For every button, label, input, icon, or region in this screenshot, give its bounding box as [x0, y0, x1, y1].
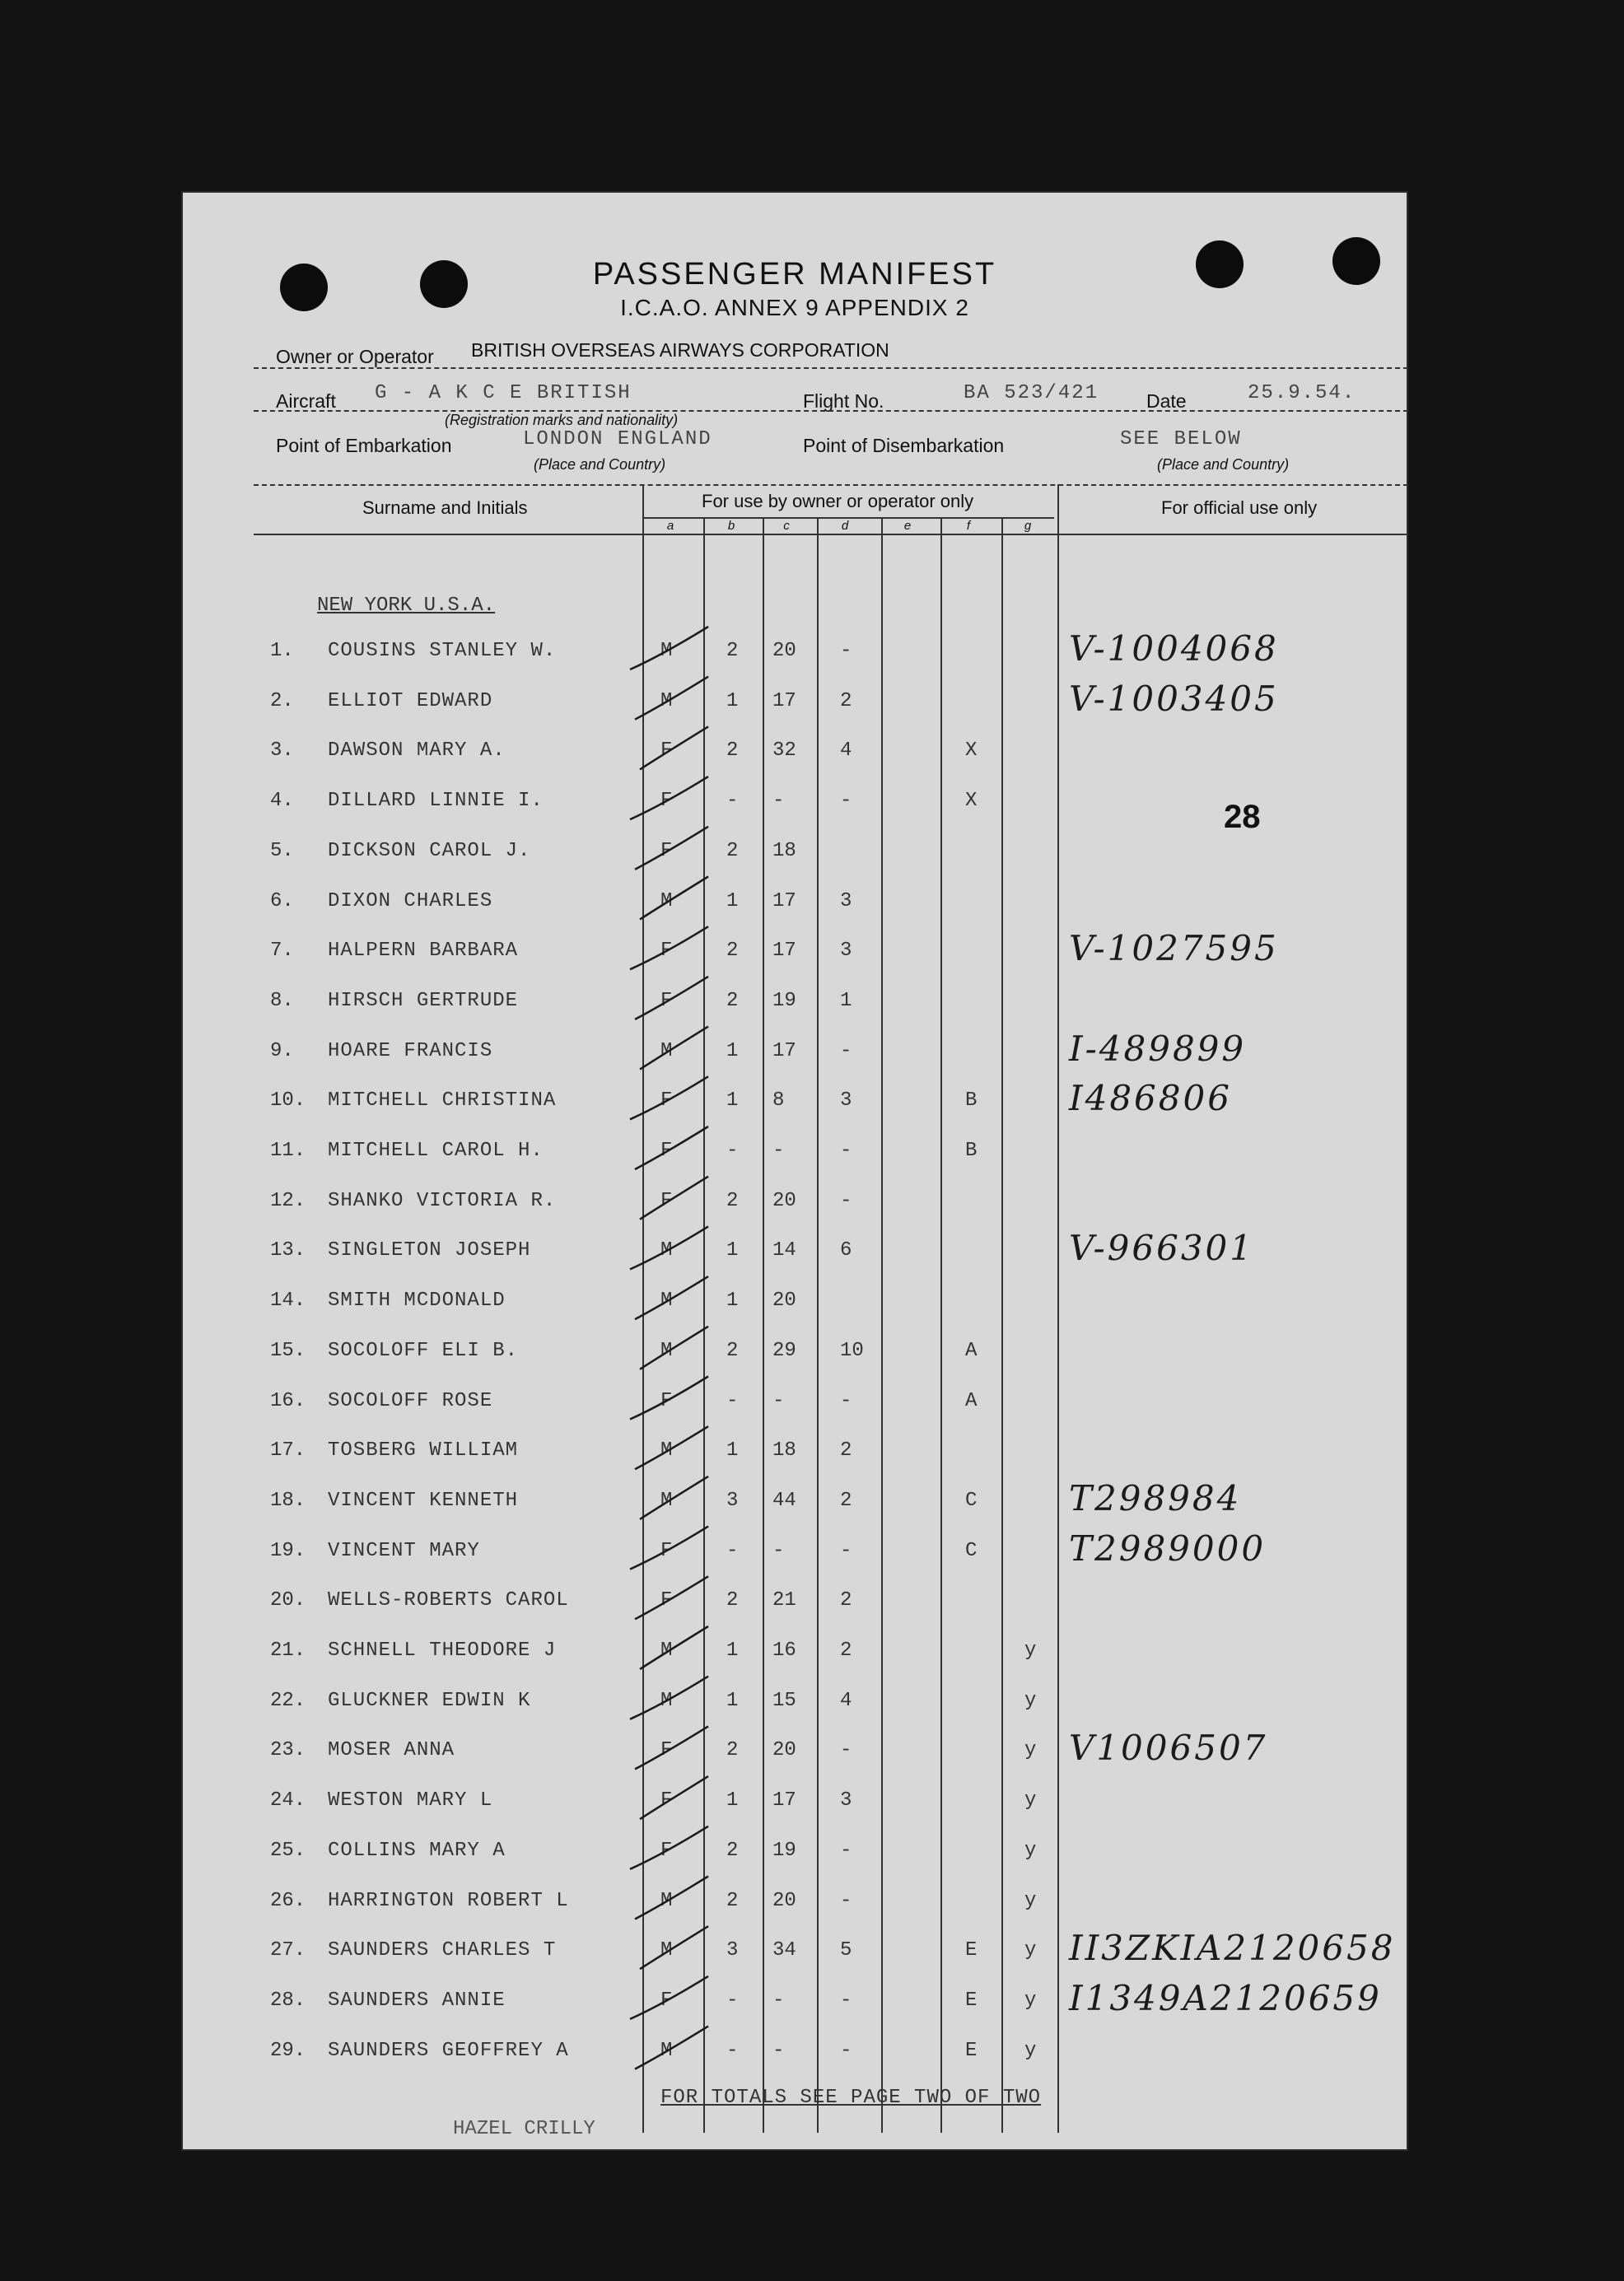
cell-d: -	[840, 1889, 852, 1912]
cell-no: 21.	[270, 1640, 306, 1662]
cell-b: 2	[726, 1839, 739, 1862]
col-letter-b: b	[727, 519, 735, 533]
cell-a: F	[660, 739, 673, 763]
check-mark	[635, 2027, 708, 2069]
cell-b: 2	[726, 989, 739, 1012]
check-mark	[640, 726, 708, 769]
owner-use-header: For use by owner or operator only	[702, 491, 974, 511]
cell-g: y	[1024, 1939, 1037, 1962]
disembarkation-label: Point of Disembarkation	[803, 435, 1005, 456]
cell-c: 8	[772, 1089, 785, 1113]
cell-name: HALPERN BARBARA	[328, 940, 519, 963]
cell-no: 3.	[270, 739, 294, 763]
cell-b: 2	[726, 640, 739, 662]
cell-no: 8.	[270, 989, 294, 1012]
cell-a: M	[660, 1339, 673, 1362]
cell-c: 20	[772, 640, 796, 662]
check-mark	[640, 1776, 708, 1819]
disembarkation-note: (Place and Country)	[1157, 456, 1290, 473]
check-mark	[635, 1426, 708, 1469]
cell-c: 17	[772, 1789, 796, 1812]
cell-b: -	[726, 790, 739, 813]
cell-name: VINCENT MARY	[328, 1539, 480, 1562]
cell-name: SINGLETON JOSEPH	[328, 1239, 531, 1262]
cell-no: 19.	[270, 1539, 306, 1562]
cell-g: y	[1024, 1689, 1037, 1712]
official-handwritten-number: I1349A2120659	[1069, 1977, 1382, 2018]
check-mark	[630, 1527, 708, 1570]
cell-c: 16	[772, 1640, 796, 1662]
cell-d: 4	[840, 739, 852, 763]
check-mark	[630, 1677, 708, 1719]
col-letter-e: e	[903, 519, 912, 533]
cell-no: 9.	[270, 1039, 294, 1062]
official-handwritten-number: V-966301	[1069, 1228, 1254, 1269]
cell-a: F	[660, 1389, 673, 1412]
col-letter-a: a	[666, 519, 674, 533]
cell-no: 12.	[270, 1189, 306, 1212]
cell-b: 1	[726, 889, 739, 912]
cell-a: F	[660, 1089, 673, 1113]
cell-a: F	[660, 1140, 673, 1162]
cell-name: MOSER ANNA	[328, 1739, 455, 1762]
check-mark	[630, 1976, 708, 2019]
cell-name: SHANKO VICTORIA R.	[328, 1189, 557, 1212]
cell-c: 17	[772, 1039, 796, 1062]
cell-c: 20	[772, 1889, 796, 1912]
cell-d: -	[840, 1039, 852, 1062]
cell-b: 1	[726, 1290, 739, 1313]
check-mark	[635, 1276, 708, 1319]
cell-name: GLUCKNER EDWIN K	[328, 1689, 531, 1712]
cell-d: 2	[840, 1489, 852, 1512]
check-mark	[630, 1826, 708, 1869]
cell-b: 2	[726, 1739, 739, 1762]
check-mark	[635, 1576, 708, 1619]
cell-f: C	[965, 1539, 978, 1562]
cell-b: 1	[726, 1089, 739, 1113]
cell-no: 28.	[270, 1989, 306, 2012]
totals-note: FOR TOTALS SEE PAGE TWO OF TWO	[660, 2087, 1042, 2109]
official-handwritten-number: V-1004068	[1069, 628, 1279, 669]
cell-a: M	[660, 689, 673, 712]
cell-no: 14.	[270, 1290, 306, 1313]
cell-no: 24.	[270, 1789, 306, 1812]
destination-heading: NEW YORK U.S.A.	[317, 595, 496, 617]
cell-f: B	[965, 1089, 978, 1113]
cell-no: 6.	[270, 889, 294, 912]
cell-c: 44	[772, 1489, 796, 1512]
cell-c: -	[772, 2039, 785, 2062]
cell-g: y	[1024, 1839, 1037, 1862]
cell-d: -	[840, 1189, 852, 1212]
cell-c: 17	[772, 889, 796, 912]
cell-f: A	[965, 1389, 978, 1412]
cell-name: SAUNDERS GEOFFREY A	[328, 2039, 569, 2062]
cell-d: -	[840, 1989, 852, 2012]
cell-no: 15.	[270, 1339, 306, 1362]
flight-value: BA 523/421	[964, 382, 1099, 404]
cell-no: 25.	[270, 1839, 306, 1862]
cell-c: 15	[772, 1689, 796, 1712]
cell-name: MITCHELL CAROL H.	[328, 1140, 544, 1162]
cell-g: y	[1024, 1640, 1037, 1662]
cell-a: F	[660, 1789, 673, 1812]
cell-name: DILLARD LINNIE I.	[328, 790, 544, 813]
col-letter-d: d	[841, 519, 849, 533]
cell-a: F	[660, 1539, 673, 1562]
cell-c: -	[772, 1989, 785, 2012]
cell-d: -	[840, 790, 852, 813]
cell-a: M	[660, 1239, 673, 1262]
check-mark	[640, 1177, 708, 1220]
cell-name: COUSINS STANLEY W.	[328, 640, 557, 662]
official-handwritten-number: II3ZKIA2120658	[1069, 1928, 1396, 1969]
cell-name: SMITH MCDONALD	[328, 1290, 506, 1313]
check-mark	[630, 627, 708, 669]
cell-f: X	[965, 739, 978, 763]
aircraft-note: (Registration marks and nationality)	[445, 412, 679, 428]
cell-b: 1	[726, 689, 739, 712]
col-letter-c: c	[783, 519, 790, 533]
cell-b: -	[726, 1539, 739, 1562]
cell-a: M	[660, 2039, 673, 2062]
cell-b: 2	[726, 1189, 739, 1212]
cell-c: 20	[772, 1189, 796, 1212]
prepared-by: HAZEL CRILLY	[453, 2118, 595, 2140]
cell-a: F	[660, 1589, 673, 1612]
check-mark	[640, 1626, 708, 1669]
cell-b: 3	[726, 1489, 739, 1512]
cell-d: 2	[840, 689, 852, 712]
cell-b: 2	[726, 839, 739, 862]
cell-no: 16.	[270, 1389, 306, 1412]
owner-label: Owner or Operator	[276, 346, 434, 367]
check-mark	[630, 777, 708, 819]
official-handwritten-number: V1006507	[1069, 1728, 1268, 1769]
cell-b: 1	[726, 1640, 739, 1662]
cell-name: DAWSON MARY A.	[328, 739, 506, 763]
cell-no: 17.	[270, 1439, 306, 1462]
flight-label: Flight No.	[803, 390, 884, 412]
cell-d: 2	[840, 1640, 852, 1662]
cell-d: 2	[840, 1439, 852, 1462]
check-mark	[630, 926, 708, 969]
cell-b: 1	[726, 1239, 739, 1262]
cell-a: M	[660, 889, 673, 912]
cell-f: C	[965, 1489, 978, 1512]
cell-a: M	[660, 640, 673, 662]
cell-a: F	[660, 1839, 673, 1862]
cell-g: y	[1024, 1789, 1037, 1812]
cell-g: y	[1024, 2039, 1037, 2062]
cell-no: 5.	[270, 839, 294, 862]
cell-name: HARRINGTON ROBERT L	[328, 1889, 569, 1912]
cell-name: SAUNDERS CHARLES T	[328, 1939, 557, 1962]
cell-a: M	[660, 1640, 673, 1662]
cell-d: 3	[840, 889, 852, 912]
cell-c: 29	[772, 1339, 796, 1362]
cell-name: WESTON MARY L	[328, 1789, 493, 1812]
owner-value: BRITISH OVERSEAS AIRWAYS CORPORATION	[471, 339, 889, 361]
check-mark	[640, 1327, 708, 1369]
cell-name: SAUNDERS ANNIE	[328, 1989, 506, 2012]
cell-name: HIRSCH GERTRUDE	[328, 989, 519, 1012]
cell-b: 1	[726, 1689, 739, 1712]
cell-a: F	[660, 1739, 673, 1762]
cell-a: M	[660, 1889, 673, 1912]
cell-b: -	[726, 1389, 739, 1412]
cell-d: 4	[840, 1689, 852, 1712]
manifest-sheet	[181, 191, 1408, 2151]
cell-d: -	[840, 1839, 852, 1862]
page-stamp: 28	[1224, 799, 1261, 835]
official-handwritten-number: T298984	[1069, 1477, 1242, 1518]
cell-no: 26.	[270, 1889, 306, 1912]
cell-c: -	[772, 790, 785, 813]
official-use-header: For official use only	[1161, 497, 1318, 518]
cell-name: COLLINS MARY A	[328, 1839, 506, 1862]
cell-d: 5	[840, 1939, 852, 1962]
cell-d: -	[840, 1539, 852, 1562]
cell-c: 20	[772, 1739, 796, 1762]
check-mark	[635, 677, 708, 720]
check-mark	[635, 1726, 708, 1769]
cell-a: F	[660, 790, 673, 813]
document-title: PASSENGER MANIFEST	[592, 257, 997, 292]
cell-c: -	[772, 1539, 785, 1562]
date-label: Date	[1146, 390, 1187, 412]
check-mark	[635, 1127, 708, 1169]
cell-c: 19	[772, 1839, 796, 1862]
cell-a: M	[660, 1489, 673, 1512]
check-mark	[635, 977, 708, 1019]
cell-c: -	[772, 1389, 785, 1412]
aircraft-value: G - A K C E BRITISH	[375, 382, 632, 404]
cell-f: E	[965, 1939, 978, 1962]
cell-d: 1	[840, 989, 852, 1012]
cell-no: 20.	[270, 1589, 306, 1612]
cell-b: 2	[726, 1889, 739, 1912]
cell-a: M	[660, 1689, 673, 1712]
cell-d: 3	[840, 1089, 852, 1113]
cell-c: 17	[772, 689, 796, 712]
official-handwritten-number: I486806	[1069, 1078, 1232, 1119]
embarkation-label: Point of Embarkation	[276, 435, 452, 456]
document-subtitle: I.C.A.O. ANNEX 9 APPENDIX 2	[620, 295, 969, 320]
cell-f: E	[965, 1989, 978, 2012]
cell-d: 3	[840, 1789, 852, 1812]
cell-name: SCHNELL THEODORE J	[328, 1640, 557, 1662]
cell-b: -	[726, 1989, 739, 2012]
cell-name: SOCOLOFF ROSE	[328, 1389, 493, 1412]
cell-no: 10.	[270, 1089, 306, 1113]
embarkation-value: LONDON ENGLAND	[523, 428, 712, 450]
cell-d: 6	[840, 1239, 852, 1262]
cell-a: M	[660, 1939, 673, 1962]
cell-b: 2	[726, 940, 739, 963]
date-value: 25.9.54.	[1248, 382, 1356, 404]
cell-b: 1	[726, 1789, 739, 1812]
check-mark	[640, 1027, 708, 1070]
cell-d: 3	[840, 940, 852, 963]
check-mark	[640, 1926, 708, 1969]
cell-b: 2	[726, 739, 739, 763]
cell-d: -	[840, 640, 852, 662]
check-marks	[181, 191, 1408, 2151]
cell-name: MITCHELL CHRISTINA	[328, 1089, 557, 1113]
cell-c: 20	[772, 1290, 796, 1313]
official-handwritten-number: I-489899	[1069, 1028, 1247, 1069]
check-mark	[635, 1877, 708, 1919]
cell-no: 7.	[270, 940, 294, 963]
cell-c: 32	[772, 739, 796, 763]
cell-a: F	[660, 940, 673, 963]
cell-name: VINCENT KENNETH	[328, 1489, 519, 1512]
aircraft-label: Aircraft	[276, 390, 336, 412]
cell-a: F	[660, 1189, 673, 1212]
cell-no: 29.	[270, 2039, 306, 2062]
check-mark	[635, 827, 708, 870]
cell-a: F	[660, 1989, 673, 2012]
cell-no: 1.	[270, 640, 294, 662]
cell-name: ELLIOT EDWARD	[328, 689, 493, 712]
cell-c: 21	[772, 1589, 796, 1612]
cell-f: A	[965, 1339, 978, 1362]
cell-name: DIXON CHARLES	[328, 889, 493, 912]
cell-c: 17	[772, 940, 796, 963]
cell-d: -	[840, 2039, 852, 2062]
cell-name: SOCOLOFF ELI B.	[328, 1339, 519, 1362]
cell-d: 2	[840, 1589, 852, 1612]
cell-c: 18	[772, 1439, 796, 1462]
disembarkation-value: SEE BELOW	[1120, 428, 1242, 450]
cell-a: F	[660, 839, 673, 862]
cell-d: -	[840, 1739, 852, 1762]
cell-b: -	[726, 2039, 739, 2062]
cell-f: E	[965, 2039, 978, 2062]
cell-name: TOSBERG WILLIAM	[328, 1439, 519, 1462]
cell-c: 19	[772, 989, 796, 1012]
cell-f: X	[965, 790, 978, 813]
official-handwritten-number: V-1003405	[1069, 678, 1279, 719]
cell-no: 18.	[270, 1489, 306, 1512]
check-mark	[630, 1076, 708, 1119]
cell-f: B	[965, 1140, 978, 1162]
cell-g: y	[1024, 1889, 1037, 1912]
cell-a: M	[660, 1039, 673, 1062]
surname-header: Surname and Initials	[362, 497, 528, 518]
col-letter-g: g	[1024, 519, 1032, 533]
check-mark	[630, 1226, 708, 1269]
check-mark	[640, 877, 708, 920]
embarkation-note: (Place and Country)	[534, 456, 666, 473]
cell-no: 23.	[270, 1739, 306, 1762]
cell-b: -	[726, 1140, 739, 1162]
cell-d: 10	[840, 1339, 864, 1362]
check-mark	[630, 1377, 708, 1420]
cell-g: y	[1024, 1739, 1037, 1762]
cell-no: 13.	[270, 1239, 306, 1262]
check-mark	[640, 1476, 708, 1519]
cell-no: 4.	[270, 790, 294, 813]
cell-g: y	[1024, 1989, 1037, 2012]
cell-c: 18	[772, 839, 796, 862]
official-handwritten-number: V-1027595	[1069, 928, 1279, 969]
cell-no: 11.	[270, 1140, 306, 1162]
cell-no: 22.	[270, 1689, 306, 1712]
cell-a: F	[660, 989, 673, 1012]
cell-c: 14	[772, 1239, 796, 1262]
cell-name: WELLS-ROBERTS CAROL	[328, 1589, 569, 1612]
cell-a: M	[660, 1290, 673, 1313]
cell-b: 2	[726, 1339, 739, 1362]
cell-name: DICKSON CAROL J.	[328, 839, 531, 862]
cell-c: -	[772, 1140, 785, 1162]
cell-no: 27.	[270, 1939, 306, 1962]
cell-b: 3	[726, 1939, 739, 1962]
col-letter-f: f	[966, 519, 971, 533]
cell-name: HOARE FRANCIS	[328, 1039, 493, 1062]
cell-b: 2	[726, 1589, 739, 1612]
cell-b: 1	[726, 1039, 739, 1062]
official-handwritten-number: T2989000	[1069, 1528, 1267, 1569]
cell-d: -	[840, 1140, 852, 1162]
cell-d: -	[840, 1389, 852, 1412]
cell-b: 1	[726, 1439, 739, 1462]
cell-c: 34	[772, 1939, 796, 1962]
cell-no: 2.	[270, 689, 294, 712]
cell-a: M	[660, 1439, 673, 1462]
